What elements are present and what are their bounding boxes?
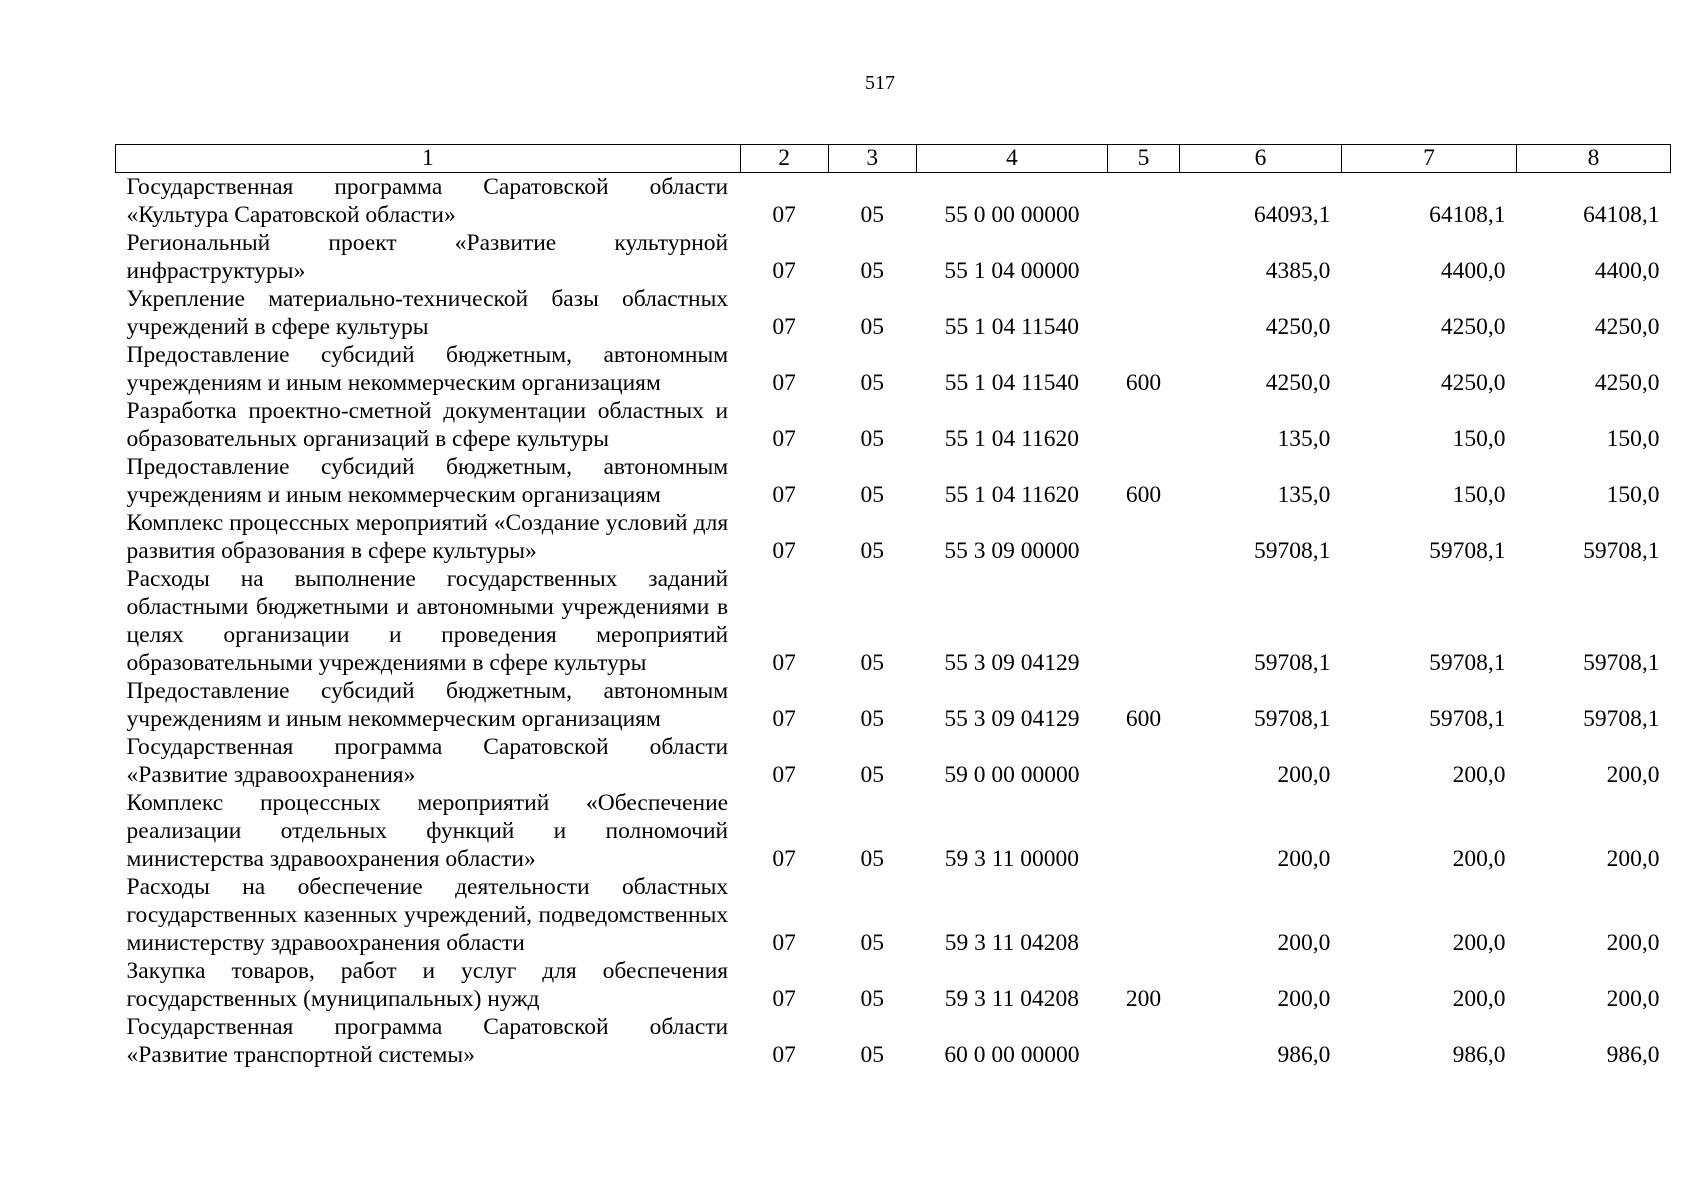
row-subsection: 05	[860, 314, 884, 340]
row-amount-col6: 200,0	[1277, 930, 1331, 956]
column-header-3: 3	[828, 145, 916, 173]
row-subsection: 05	[860, 846, 884, 872]
table-row	[116, 789, 1671, 873]
row-amount-col7: 986,0	[1452, 1042, 1506, 1068]
row-amount-col6: 4250,0	[1265, 370, 1331, 396]
row-amount-col6: 135,0	[1277, 482, 1331, 508]
row-amount-col7: 200,0	[1452, 930, 1506, 956]
row-description: Государственная программа Саратовской области «Развитие здравоохранения»	[126, 734, 729, 788]
row-target-article: 55 3 09 04129	[944, 706, 1080, 732]
row-target-article: 55 3 09 04129	[944, 650, 1080, 676]
row-amount-col6: 200,0	[1277, 846, 1331, 872]
row-subsection: 05	[860, 538, 884, 564]
row-target-article: 59 3 11 04208	[944, 930, 1080, 956]
row-description: Комплекс процессных мероприятий «Создание условий для развития образования в сфере культуры»	[126, 510, 729, 564]
row-subsection: 05	[860, 986, 884, 1012]
row-section: 07	[772, 650, 796, 676]
row-target-article: 55 3 09 00000	[944, 538, 1080, 564]
column-header-5: 5	[1108, 145, 1180, 173]
row-amount-col7: 4250,0	[1440, 314, 1506, 340]
row-section: 07	[772, 314, 796, 340]
budget-table	[115, 144, 1671, 1069]
table-row	[116, 341, 1671, 397]
row-description: Закупка товаров, работ и услуг для обеспечения государственных (муниципальных) нужд	[126, 958, 729, 1012]
table-row	[116, 957, 1671, 1013]
row-expense-type	[1108, 509, 1180, 565]
row-target-article: 59 0 00 00000	[944, 762, 1080, 788]
row-target-article: 59 3 11 00000	[944, 846, 1080, 872]
row-amount-col6: 200,0	[1277, 986, 1331, 1012]
table-row	[116, 397, 1671, 453]
table-body	[116, 173, 1671, 1070]
row-description: Предоставление субсидий бюджетным, автономным учреждениям и иным некоммерческим организациям	[126, 342, 729, 396]
row-amount-col8: 150,0	[1606, 482, 1660, 508]
row-amount-col8: 986,0	[1606, 1042, 1660, 1068]
column-header-8: 8	[1517, 145, 1671, 173]
row-description: Предоставление субсидий бюджетным, автономным учреждениям и иным некоммерческим организациям	[126, 678, 729, 732]
row-amount-col7: 4400,0	[1440, 258, 1506, 284]
row-amount-col6: 59708,1	[1254, 538, 1331, 564]
row-target-article: 55 1 04 00000	[944, 258, 1080, 284]
table-row	[116, 873, 1671, 957]
table-row	[116, 173, 1671, 230]
row-expense-type	[1108, 789, 1180, 873]
row-amount-col6: 59708,1	[1254, 650, 1331, 676]
row-expense-type: 600	[1125, 370, 1162, 396]
row-target-article: 59 3 11 04208	[944, 986, 1080, 1012]
row-expense-type	[1108, 173, 1180, 230]
row-expense-type	[1108, 565, 1180, 677]
table-row	[116, 509, 1671, 565]
row-description: Комплекс процессных мероприятий «Обеспечение реализации отдельных функций и полномочий министерства здравоохранения области»	[126, 790, 729, 872]
row-amount-col7: 59708,1	[1429, 706, 1506, 732]
column-header-6: 6	[1179, 145, 1341, 173]
table-row	[116, 229, 1671, 285]
row-section: 07	[772, 1042, 796, 1068]
row-amount-col8: 200,0	[1606, 986, 1660, 1012]
table-row	[116, 1013, 1671, 1069]
row-section: 07	[772, 930, 796, 956]
row-expense-type	[1108, 873, 1180, 957]
row-target-article: 55 1 04 11620	[944, 482, 1080, 508]
row-target-article: 55 1 04 11540	[944, 370, 1080, 396]
row-description: Укрепление материально-технической базы областных учреждений в сфере культуры	[126, 286, 729, 340]
row-description: Предоставление субсидий бюджетным, автономным учреждениям и иным некоммерческим организациям	[126, 454, 729, 508]
row-amount-col7: 4250,0	[1440, 370, 1506, 396]
row-amount-col7: 64108,1	[1429, 202, 1506, 228]
row-amount-col7: 150,0	[1452, 426, 1506, 452]
table-row	[116, 453, 1671, 509]
row-subsection: 05	[860, 930, 884, 956]
row-amount-col8: 200,0	[1606, 846, 1660, 872]
row-expense-type	[1108, 397, 1180, 453]
table-row	[116, 285, 1671, 341]
row-amount-col6: 200,0	[1277, 762, 1331, 788]
row-amount-col7: 59708,1	[1429, 538, 1506, 564]
page-number: 517	[865, 72, 895, 94]
row-amount-col6: 986,0	[1277, 1042, 1331, 1068]
table-header-row	[116, 145, 1671, 173]
row-amount-col7: 150,0	[1452, 482, 1506, 508]
row-subsection: 05	[860, 202, 884, 228]
row-expense-type	[1108, 733, 1180, 789]
row-amount-col8: 59708,1	[1583, 650, 1660, 676]
row-amount-col7: 200,0	[1452, 986, 1506, 1012]
row-description: Государственная программа Саратовской области «Культура Саратовской области»	[126, 174, 729, 228]
row-amount-col6: 59708,1	[1254, 706, 1331, 732]
row-amount-col7: 200,0	[1452, 846, 1506, 872]
row-subsection: 05	[860, 706, 884, 732]
table-row	[116, 565, 1671, 677]
column-header-2: 2	[740, 145, 828, 173]
row-description: Расходы на выполнение государственных заданий областными бюджетными и автономными учреждениями в целях организации и проведения мероприятий образовательными учреждениями в сфере культуры	[126, 566, 729, 676]
row-target-article: 55 0 00 00000	[944, 202, 1080, 228]
row-expense-type	[1108, 285, 1180, 341]
column-header-7: 7	[1341, 145, 1516, 173]
row-expense-type	[1108, 1013, 1180, 1069]
row-amount-col6: 135,0	[1277, 426, 1331, 452]
row-section: 07	[772, 762, 796, 788]
row-subsection: 05	[860, 370, 884, 396]
row-amount-col8: 200,0	[1606, 930, 1660, 956]
row-amount-col8: 4250,0	[1594, 314, 1660, 340]
row-description: Государственная программа Саратовской области «Развитие транспортной системы»	[126, 1014, 729, 1068]
row-section: 07	[772, 538, 796, 564]
row-amount-col7: 200,0	[1452, 762, 1506, 788]
row-expense-type: 200	[1125, 986, 1162, 1012]
column-header-4: 4	[916, 145, 1107, 173]
row-amount-col8: 59708,1	[1583, 706, 1660, 732]
row-section: 07	[772, 202, 796, 228]
row-amount-col8: 64108,1	[1583, 202, 1660, 228]
row-amount-col8: 4400,0	[1594, 258, 1660, 284]
row-section: 07	[772, 706, 796, 732]
row-subsection: 05	[860, 1042, 884, 1068]
row-expense-type: 600	[1125, 706, 1162, 732]
row-amount-col8: 200,0	[1606, 762, 1660, 788]
row-section: 07	[772, 258, 796, 284]
row-amount-col8: 4250,0	[1594, 370, 1660, 396]
row-amount-col8: 150,0	[1606, 426, 1660, 452]
row-subsection: 05	[860, 482, 884, 508]
row-amount-col6: 4250,0	[1265, 314, 1331, 340]
row-amount-col7: 59708,1	[1429, 650, 1506, 676]
row-description: Разработка проектно-сметной документации областных и образовательных организаций в сфере культуры	[126, 398, 729, 452]
column-header-1: 1	[116, 145, 741, 173]
row-subsection: 05	[860, 258, 884, 284]
row-amount-col8: 59708,1	[1583, 538, 1660, 564]
row-section: 07	[772, 846, 796, 872]
row-subsection: 05	[860, 762, 884, 788]
row-expense-type: 600	[1125, 482, 1162, 508]
row-target-article: 60 0 00 00000	[944, 1042, 1080, 1068]
row-description: Региональный проект «Развитие культурной инфраструктуры»	[126, 230, 729, 284]
table-row	[116, 677, 1671, 733]
row-description: Расходы на обеспечение деятельности областных государственных казенных учреждений, подведомственных министерству здравоохранения области	[126, 874, 729, 956]
row-section: 07	[772, 986, 796, 1012]
row-subsection: 05	[860, 426, 884, 452]
row-target-article: 55 1 04 11540	[944, 314, 1080, 340]
row-section: 07	[772, 370, 796, 396]
row-amount-col6: 64093,1	[1254, 202, 1331, 228]
row-subsection: 05	[860, 650, 884, 676]
row-target-article: 55 1 04 11620	[944, 426, 1080, 452]
row-amount-col6: 4385,0	[1265, 258, 1331, 284]
table-row	[116, 733, 1671, 789]
row-expense-type	[1108, 229, 1180, 285]
row-section: 07	[772, 482, 796, 508]
row-section: 07	[772, 426, 796, 452]
